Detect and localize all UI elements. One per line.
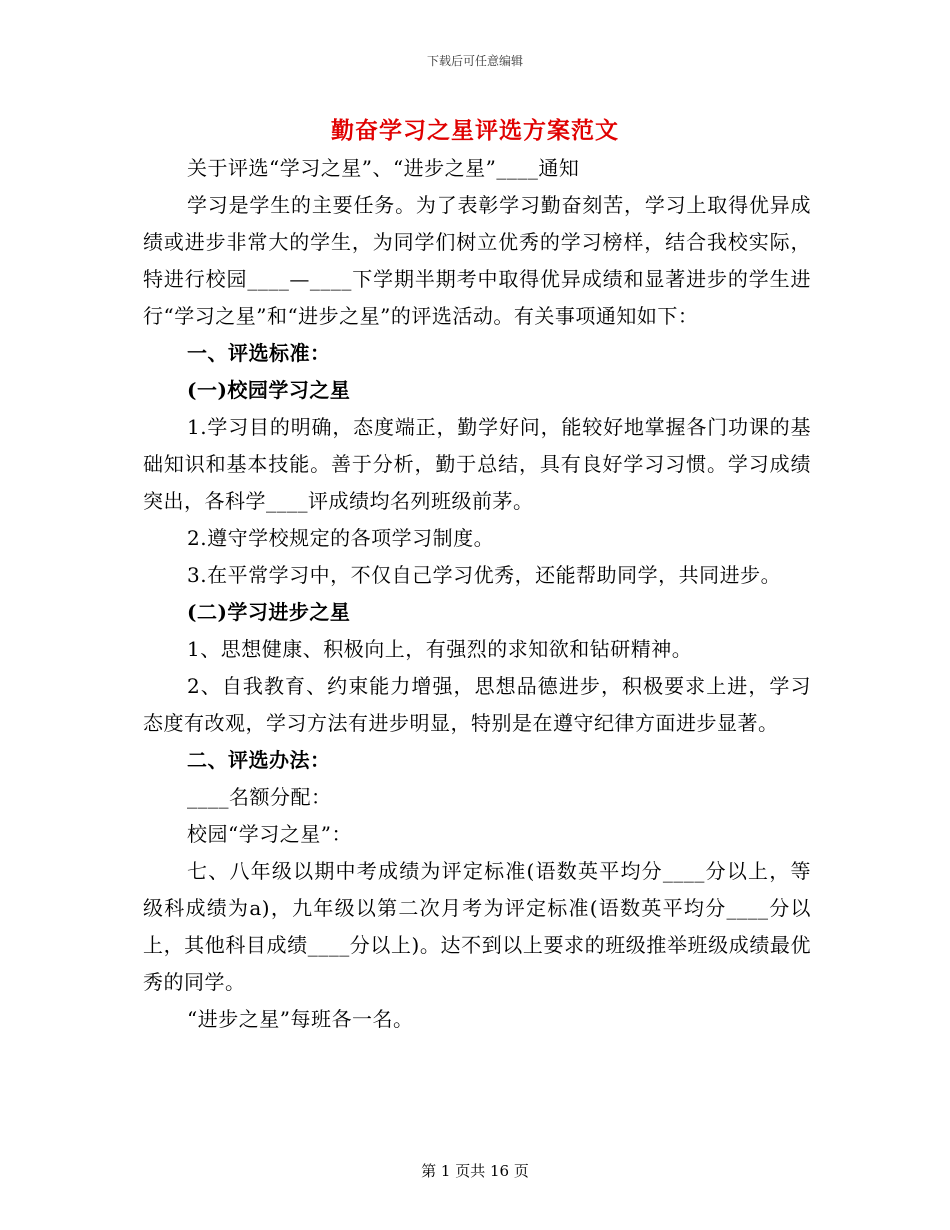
page-number: 第 1 页共 16 页: [421, 1162, 529, 1180]
progress-item-1: 1、思想健康、积极向上，有强烈的求知欲和钻研精神。: [187, 637, 693, 661]
document-body: [143, 150, 811, 1038]
notice-heading: 关于评选“学习之星”、“进步之星”____通知: [187, 156, 580, 180]
campus-study-star-heading: 校园“学习之星”：: [187, 822, 352, 846]
header-note: 下载后可任意编辑: [426, 54, 523, 68]
progress-item-2: 2、自我教育、约束能力增强，思想品德进步，积极要求上进，学习态度有改观，学习方法有进步明显，特别是在遵守纪律方面进步显著。: [143, 674, 811, 735]
document-title: 勤奋学习之星评选方案范文: [331, 117, 619, 144]
criteria-item-2: 2.遵守学校规定的各项学习制度。: [187, 526, 495, 550]
criteria-item-3: 3.在平常学习中，不仅自己学习优秀，还能帮助同学，共同进步。: [187, 563, 782, 587]
criteria-item-1: 1.学习目的明确，态度端正，勤学好问，能较好地掌握各门功课的基础知识和基本技能。善于分析，勤于总结，具有良好学习习惯。学习成绩突出，各科学____评成绩均名列班级前茅。: [143, 415, 811, 513]
quota-heading: ____名额分配：: [187, 785, 332, 809]
subsection-heading-progress-star: (二)学习进步之星: [187, 600, 351, 624]
section-heading-criteria: 一、评选标准：: [187, 341, 331, 365]
progress-star-quota: “进步之星”每班各一名。: [187, 1007, 414, 1031]
subsection-heading-study-star: (一)校园学习之星: [187, 378, 351, 402]
section-heading-method: 二、评选办法：: [187, 748, 331, 772]
intro-paragraph: 学习是学生的主要任务。为了表彰学习勤奋刻苦，学习上取得优异成绩或进步非常大的学生，为同学们树立优秀的学习榜样，结合我校实际，特进行校园____—____下学期半期考中取得优异成绩和显著进步的学生进行“学习之星”和“进步之星”的评选活动。有关事项通知如下：: [143, 193, 811, 328]
grade-criteria-paragraph: 七、八年级以期中考成绩为评定标准(语数英平均分____分以上，等级科成绩为a)，九年级以第二次月考为评定标准(语数英平均分____分以上，其他科目成绩____分以上)。达不到以上要求的班级推举班级成绩最优秀的同学。: [143, 859, 811, 994]
